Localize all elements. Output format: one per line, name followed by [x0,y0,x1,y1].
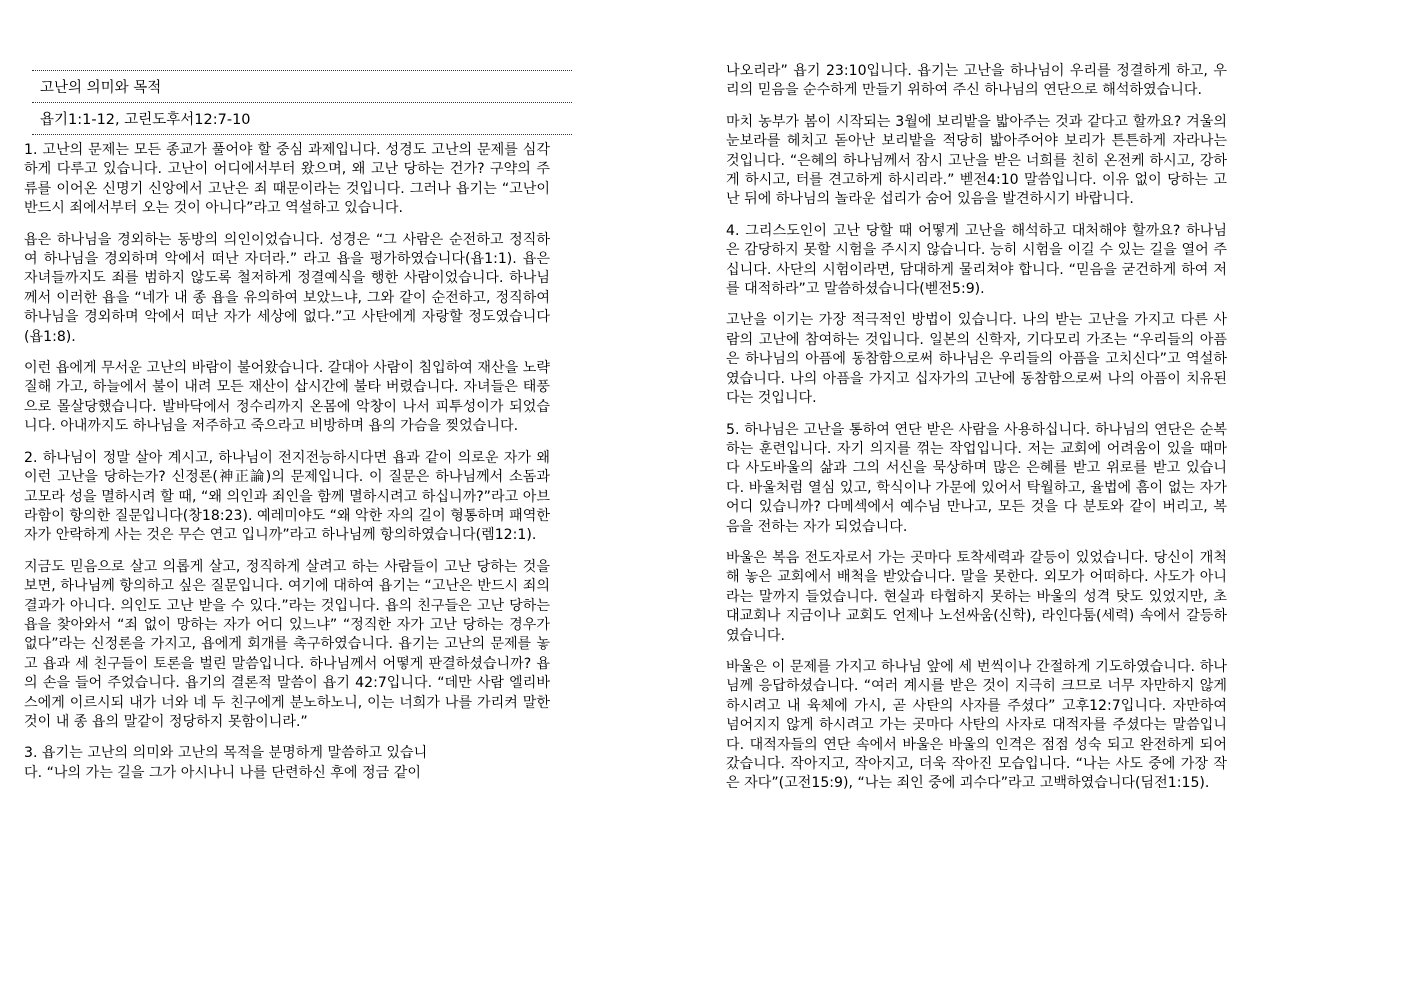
paragraph: 바울은 복음 전도자로서 가는 곳마다 토착세력과 갈등이 있었습니다. 당신이 개척해 놓은 교회에서 배척을 받았습니다. 말을 못한다. 외모가 어떠하다. 사도가 아니라는 말까지 들었습니다. 현실과 타협하지 못하는 바울의 성격 탓도 있었지만, 초대교회나 지금이나 교회도 언제나 노선싸움(신학), 라인다툼(세력) 속에서 갈등하였습니다. [726,549,1227,644]
paragraph: 나오리라” 욥기 23:10입니다. 욥기는 고난을 하나님이 우리를 정결하게 하고, 우리의 믿음을 순수하게 만들기 위하여 주신 하나님의 연단으로 해석하였습니다. [726,63,1227,99]
paragraph: 욥은 하나님을 경외하는 동방의 의인이었습니다. 성경은 “그 사람은 순전하고 정직하여 하나님을 경외하며 악에서 떠난 자더라.” 라고 욥을 평가하였습니다(욥1:1). 욥은 자녀들까지도 죄를 범하지 않도록 철저하게 정결예식을 행한 사람이었습니다. 하나님께서 이러한 욥을 “네가 내 종 욥을 유의하여 보았느냐, 그와 같이 순전하고, 정직하여 하나님을 경외하며 악에서 떠난 자가 세상에 없다.”고 사탄에게 자랑할 정도였습니다(욥1:8). [24,231,550,345]
sermon-title: 고난의 의미와 목적 [40,80,162,96]
paragraph: 5. 하나님은 고난을 통하여 연단 받은 사람을 사용하십니다. 하나님의 연단은 순복하는 훈련입니다. 자기 의지를 꺾는 작업입니다. 저는 교회에 어려움이 있을 때마다 사도바울의 삶과 그의 서신을 묵상하며 많은 은혜를 받고 위로를 받고 있습니다. 바울처럼 열심 있고, 학식이나 가문에 있어서 탁월하고, 율법에 흠이 없는 자가 어디 있습니까? 다메섹에서 예수님 만나고, 모든 것을 다 분토와 같이 버리고, 복음을 전하는 자가 되었습니다. [726,421,1227,535]
rule-bottom [32,134,572,135]
paragraph: 이런 욥에게 무서운 고난의 바람이 불어왔습니다. 갈대아 사람이 침입하여 재산을 노략질해 가고, 하늘에서 불이 내려 모든 재산이 삽시간에 불타 버렸습니다. 자녀들은 태풍으로 몰살당했습니다. 발바닥에서 정수리까지 온몸에 악창이 나서 피투성이가 되었습니다. 아내까지도 하나님을 저주하고 죽으라고 비방하며 욥의 가슴을 찢었습니다. [24,360,550,435]
paragraph: 1. 고난의 문제는 모든 종교가 풀어야 할 중심 과제입니다. 성경도 고난의 문제를 심각하게 다루고 있습니다. 고난이 어디에서부터 왔으며, 왜 고난 당하는 건가? 구약의 주류를 이어온 신명기 신앙에서 고난은 죄 때문이라는 것입니다. 그러나 욥기는 “고난이 반드시 죄에서부터 오는 것이 아니다”라고 역설하고 있습니다. [24,142,550,217]
right-column [726,62,1227,794]
paragraph: 고난을 이기는 가장 적극적인 방법이 있습니다. 나의 받는 고난을 가지고 다른 사람의 고난에 참여하는 것입니다. 일본의 신학자, 기다모리 가조는 “우리들의 아픔은 하나님의 아픔에 동참함으로써 하나님은 우리들의 아픔을 고치신다”고 역설하였습니다. 나의 아픔을 가지고 십자가의 고난에 동참함으로써 나의 아픔이 치유된다는 것입니다. [726,312,1227,407]
paragraph-line: 다. “나의 가는 길을 그가 아시나니 나를 단련하신 후에 정금 같이 [24,764,421,781]
paragraph: 바울은 이 문제를 가지고 하나님 앞에 세 번씩이나 간절하게 기도하였습니다. 하나님께 응답하셨습니다. “여러 계시를 받은 것이 지극히 크므로 너무 자만하지 않게 하시려고 내 육체에 가시, 곧 사탄의 사자를 주셨다” 고후12:7입니다. 자만하여 넘어지지 않게 하시려고 가는 곳마다 사탄의 사자로 대적자를 주셨다는 말씀입니다. 대적자들의 연단 속에서 바울은 바울의 인격은 점점 성숙 되고 완전하게 되어 갔습니다. 작아지고, 작아지고, 더욱 작아진 모습입니다. “나는 사도 중에 가장 작은 자다”(고전15:9), “나는 죄인 중에 괴수다”라고 고백하였습니다(딤전1:15). [726,658,1227,792]
paragraph-line: 3. 욥기는 고난의 의미와 고난의 목적을 분명하게 말씀하고 있습니 [24,745,428,762]
left-column [24,70,550,783]
paragraph: 4. 그리스도인이 고난 당할 때 어떻게 고난을 해석하고 대처해야 할까요? 하나님은 감당하지 못할 시험을 주시지 않습니다. 능히 시험을 이길 수 있는 길을 열어 주십니다. 사단의 시험이라면, 담대하게 물리쳐야 합니다. “믿음을 굳건하게 하여 저를 대적하라”고 말씀하셨습니다(벧전5:9). [726,222,1227,298]
paragraph: 지금도 믿음으로 살고 의롭게 살고, 정직하게 살려고 하는 사람들이 고난 당하는 것을 보면, 하나님께 항의하고 싶은 질문입니다. 여기에 대하여 욥기는 “고난은 반드시 죄의 결과가 아니다. 의인도 고난 받을 수 있다.”라는 것입니다. 욥의 친구들은 고난 당하는 욥을 찾아와서 “죄 없이 망하는 자가 어디 있느냐” “정직한 자가 고난 당하는 경우가 없다”라는 신정론을 가지고, 욥에게 회개를 촉구하였습니다. 욥기는 고난의 문제를 놓고 욥과 세 친구들이 토론을 벌린 말씀입니다. 하나님께서 어떻게 판결하셨습니까? 욥의 손을 들어 주었습니다. 욥기의 결론적 말씀이 욥기 42:7입니다. “데만 사람 엘리바스에게 이르시되 내가 너와 네 두 친구에게 분노하노니, 이는 너희가 나를 가리켜 말한 것이 내 종 욥의 말같이 정당하지 못함이니라.” [24,558,550,730]
paragraph-section-3 [24,744,550,783]
paragraph: 마치 농부가 봄이 시작되는 3월에 보리밭을 밟아주는 것과 같다고 할까요? 겨울의 눈보라를 헤치고 돋아난 보리밭을 적당히 밟아주어야 보리가 튼튼하게 자라나는 것입니다. “은혜의 하나님께서 잠시 고난을 받은 너희를 친히 온전케 하시고, 강하게 하시고, 터를 견고하게 하시리라.” 벧전4:10 말씀입니다. 이유 없이 당하는 고난 뒤에 하나님의 놀라운 섭리가 숨어 있음을 발견하시기 바랍니다. [726,113,1227,208]
paragraph: 2. 하나님이 정말 살아 계시고, 하나님이 전지전능하시다면 욥과 같이 의로운 자가 왜 이런 고난을 당하는가? 신정론(神正論)의 문제입니다. 이 질문은 하나님께서 소돔과 고모라 성을 멸하시려 할 때, “왜 의인과 죄인을 함께 멸하시려고 하십니까?”라고 아브라함이 항의한 질문입니다(창18:23). 예레미야도 “왜 악한 자의 길이 형통하며 패역한 자가 안락하게 사는 것은 무슨 연고 입니까”라고 하나님께 항의하였습니다(렘12:1). [24,449,550,544]
scripture-reference: 욥기1:1-12, 고린도후서12:7-10 [40,112,251,128]
